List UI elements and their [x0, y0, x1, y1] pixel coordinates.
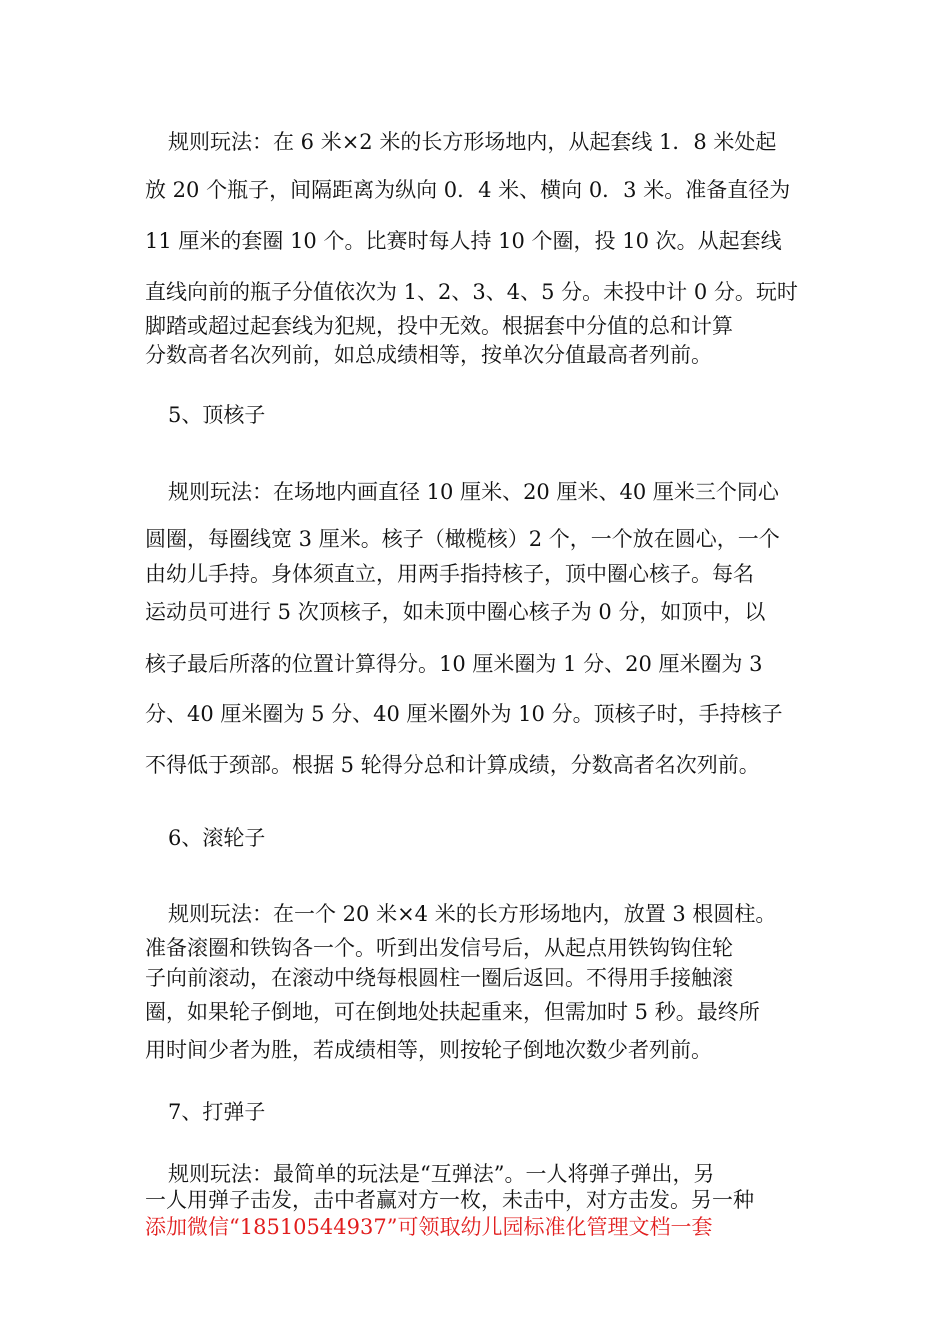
text-line: 用时间少者为胜，若成绩相等，则按轮子倒地次数少者列前。: [145, 1038, 712, 1062]
promo-notice: 添加微信“18510544937”可领取幼儿园标准化管理文档一套: [145, 1215, 713, 1239]
text-line: 放 20 个瓶子，间隔距离为纵向 0．4 米、横向 0．3 米。准备直径为: [145, 178, 791, 202]
text-line: 规则玩法：在场地内画直径 10 厘米、20 厘米、40 厘米三个同心: [168, 480, 779, 504]
text-line: 由幼儿手持。身体须直立，用两手指持核子，顶中圈心核子。每名: [145, 562, 754, 586]
section-heading: 6、滚轮子: [168, 826, 266, 850]
text-line: 圆圈，每圈线宽 3 厘米。核子（橄榄核）2 个，一个放在圆心，一个: [145, 527, 780, 551]
text-line: 子向前滚动，在滚动中绕每根圆柱一圈后返回。不得用手接触滚: [145, 966, 733, 990]
text-line: 规则玩法：在一个 20 米×4 米的长方形场地内，放置 3 根圆柱。: [168, 902, 777, 926]
text-line: 圈，如果轮子倒地，可在倒地处扶起重来，但需加时 5 秒。最终所: [145, 1000, 760, 1024]
text-line: 脚踏或超过起套线为犯规，投中无效。根据套中分值的总和计算: [145, 314, 733, 338]
text-line: 不得低于颈部。根据 5 轮得分总和计算成绩，分数高者名次列前。: [145, 753, 760, 777]
text-line: 规则玩法：在 6 米×2 米的长方形场地内，从起套线 1．8 米处起: [168, 130, 777, 154]
text-line: 11 厘米的套圈 10 个。比赛时每人持 10 个圈，投 10 次。从起套线: [145, 229, 782, 253]
text-line: 准备滚圈和铁钩各一个。听到出发信号后，从起点用铁钩钩住轮: [145, 936, 733, 960]
text-line: 分、40 厘米圈为 5 分、40 厘米圈外为 10 分。顶核子时，手持核子: [145, 702, 783, 726]
section-heading: 7、打弹子: [168, 1100, 266, 1124]
text-line: 直线向前的瓶子分值依次为 1、2、3、4、5 分。未投中计 0 分。玩时: [145, 280, 798, 304]
text-line: 运动员可进行 5 次顶核子，如未顶中圈心核子为 0 分，如顶中，以: [145, 600, 766, 624]
text-line: 核子最后所落的位置计算得分。10 厘米圈为 1 分、20 厘米圈为 3: [145, 652, 763, 676]
section-heading: 5、顶核子: [168, 403, 266, 427]
text-line: 一人用弹子击发，击中者赢对方一枚，未击中，对方击发。另一种: [145, 1188, 754, 1212]
text-line: 规则玩法：最简单的玩法是“互弹法”。一人将弹子弹出，另: [168, 1162, 715, 1186]
text-line: 分数高者名次列前，如总成绩相等，按单次分值最高者列前。: [145, 343, 712, 367]
